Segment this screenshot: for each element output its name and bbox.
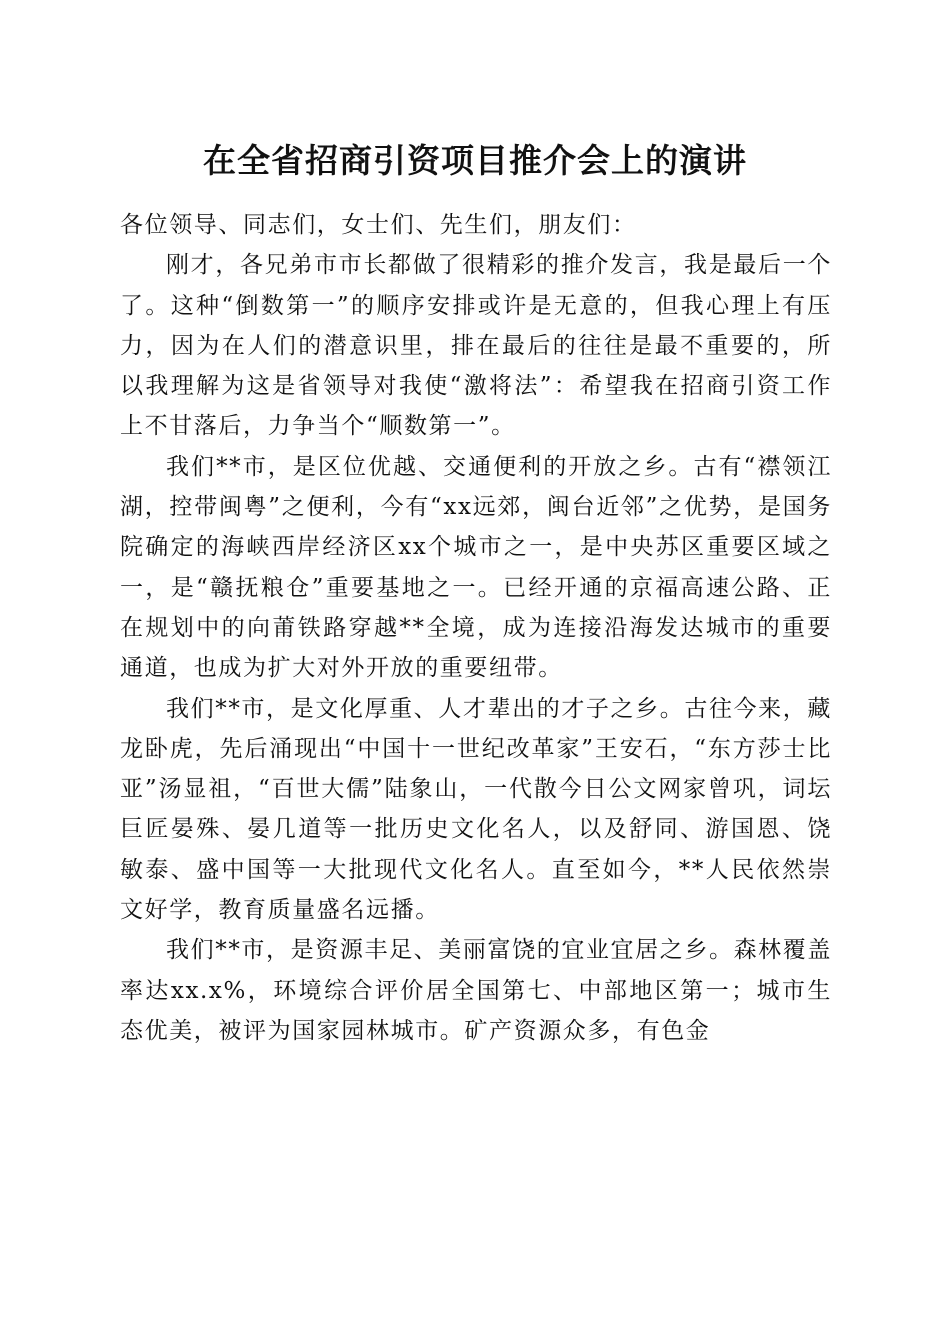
paragraph-location: 我们**市，是区位优越、交通便利的开放之乡。古有“襟领江湖，控带闽粤”之便利，今有“xx远郊，闽台近邻”之优势，是国务院确定的海峡西岸经济区xx个城市之一，是中央苏区重要区域之一，是“赣抚粮仓”重要基地之一。已经开通的京福高速公路、正在规划中的向莆铁路穿越**全境，成为连接沿海发达城市的重要通道，也成为扩大对外开放的重要纽带。	[120, 453, 832, 682]
document-body	[120, 205, 832, 1051]
paragraph-resources: 我们**市，是资源丰足、美丽富饶的宜业宜居之乡。森林覆盖率达xx.x%，环境综合评价居全国第七、中部地区第一；城市生态优美，被评为国家园林城市。矿产资源众多，有色金	[120, 937, 832, 1044]
document-title: 在全省招商引资项目推介会上的演讲	[203, 141, 747, 180]
paragraph-opening: 刚才，各兄弟市市长都做了很精彩的推介发言，我是最后一个了。这种“倒数第一”的顺序安排或许是无意的，但我心理上有压力，因为在人们的潜意识里，排在最后的往往是最不重要的，所以我理解为这是省领导对我使“激将法”：希望我在招商引资工作上不甘落后，力争当个“顺数第一”。	[120, 252, 832, 440]
paragraph-culture: 我们**市，是文化厚重、人才辈出的才子之乡。古往今来，藏龙卧虎，先后涌现出“中国十一世纪改革家”王安石，“东方莎士比亚”汤显祖，“百世大儒”陆象山，一代散今日公文网家曾巩，词坛巨匠晏殊、晏几道等一批历史文化名人，以及舒同、游国恩、饶敏泰、盛中国等一大批现代文化名人。直至如今，**人民依然崇文好学，教育质量盛名远播。	[120, 695, 832, 924]
greeting-line: 各位领导、同志们，女士们、先生们，朋友们：	[120, 212, 637, 238]
